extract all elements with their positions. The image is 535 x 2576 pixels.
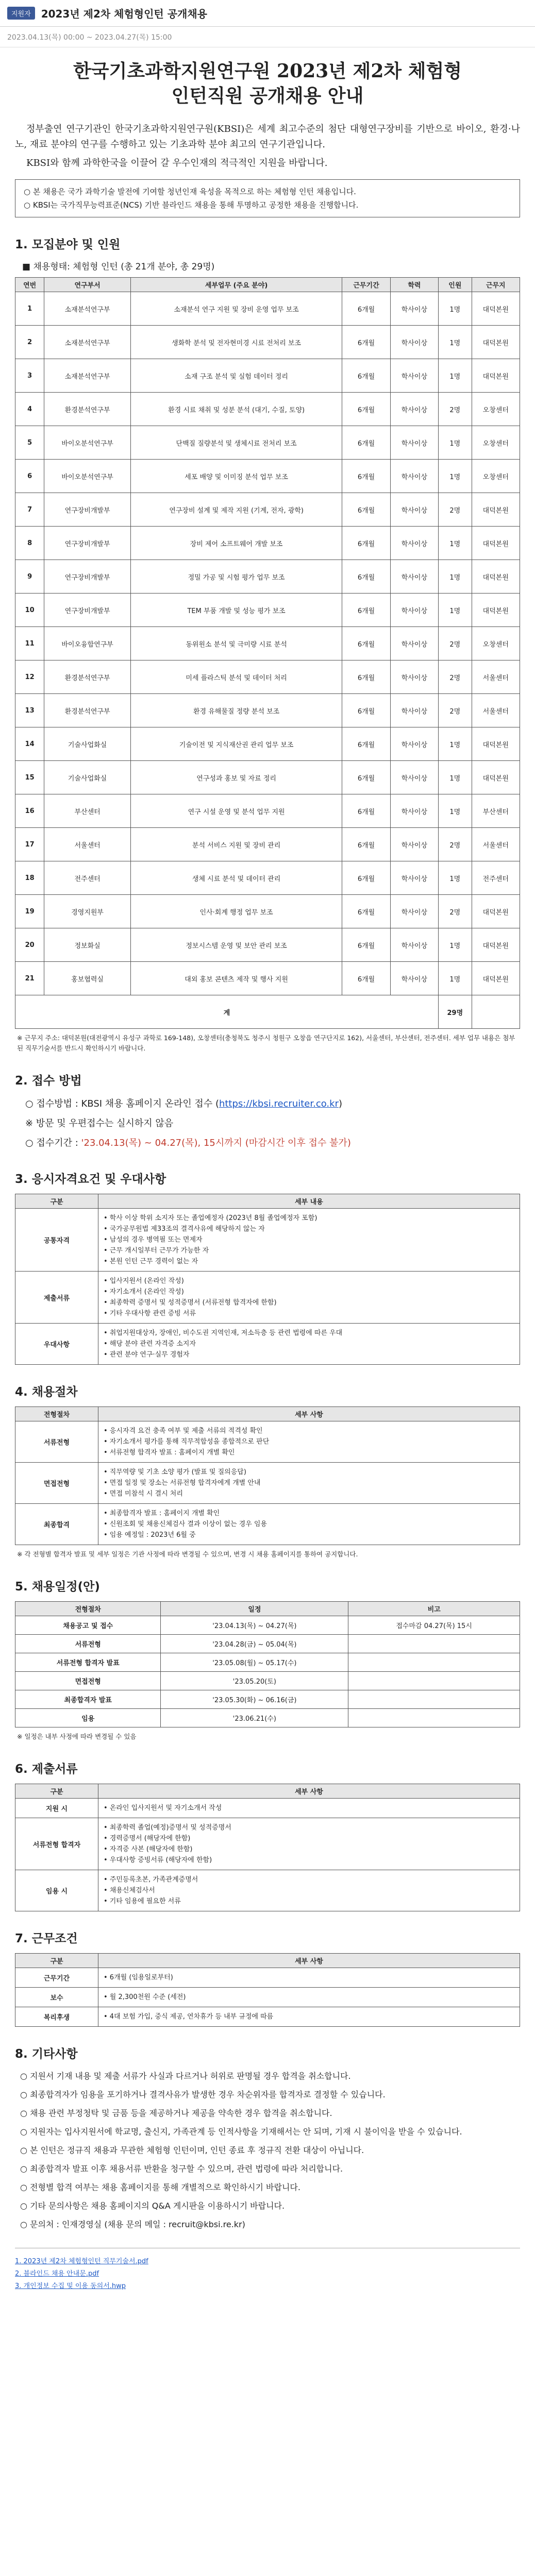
table-cell: 6개월	[342, 794, 390, 828]
table-cell: • 온라인 입사지원서 및 자기소개서 작성	[98, 1799, 520, 1818]
table-row	[15, 460, 520, 493]
table-cell: 6개월	[342, 895, 390, 928]
table-cell: 학사이상	[390, 393, 438, 426]
column-header: 세부업무 (주요 분야)	[130, 278, 342, 292]
table-cell: '23.06.21(수)	[161, 1709, 348, 1727]
table-cell: 연구장비개발부	[44, 527, 131, 560]
table-cell: 경영지원부	[44, 895, 131, 928]
table-cell: 오창센터	[472, 393, 520, 426]
table-cell: • 입사지원서 (온라인 작성) • 자기소개서 (온라인 작성) • 최종학력 증명서 및 성적증명서 (서류전형 합격자에 한함) • 기타 우대사항 관련 증빙 서류	[98, 1272, 520, 1324]
table-cell: 1명	[439, 928, 472, 962]
table-cell: 8	[15, 527, 44, 560]
table-cell: 19	[15, 895, 44, 928]
table-cell: 학사이상	[390, 962, 438, 995]
table-cell: 6개월	[342, 493, 390, 527]
table-cell: 우대사항	[15, 1324, 98, 1365]
table-cell: '23.04.28(금) ~ 05.04(목)	[161, 1635, 348, 1653]
table-cell: 환경 시료 채취 및 성분 분석 (대기, 수질, 토양)	[130, 393, 342, 426]
table-cell: 대덕본원	[472, 895, 520, 928]
table-cell: 정보시스템 운영 및 보안 관리 보조	[130, 928, 342, 962]
table-cell	[348, 1672, 520, 1690]
table-cell: 보수	[15, 1988, 98, 2007]
table-cell: 6개월	[342, 560, 390, 594]
table-cell: TEM 부품 개발 및 성능 평가 보조	[130, 594, 342, 627]
table-cell: 연구장비 설계 및 제작 지원 (기계, 전자, 광학)	[130, 493, 342, 527]
table-cell: 2명	[439, 393, 472, 426]
table-cell: 전주센터	[44, 861, 131, 895]
table-cell: 학사이상	[390, 560, 438, 594]
table-cell: 학사이상	[390, 326, 438, 359]
etc-item: ○ 전형별 합격 여부는 채용 홈페이지를 통해 개별적으로 확인하시기 바랍니다.	[20, 2182, 300, 2192]
table-cell: 1	[15, 292, 44, 326]
table-cell: 1명	[439, 794, 472, 828]
table-cell: 대덕본원	[472, 560, 520, 594]
etc-item: ○ 지원자는 입사지원서에 학교명, 출신지, 가족관계 등 인적사항을 기재해서는 안 되며, 기재 시 불이익을 받을 수 있습니다.	[20, 2127, 462, 2137]
table-cell: • 취업지원대상자, 장애인, 비수도권 지역인재, 저소득층 등 관련 법령에 따른 우대 • 해당 분야 관련 자격증 소지자 • 관련 분야 연구·실무 경험자	[98, 1324, 520, 1365]
postings-note: ※ 근무지 주소: 대덕본원(대전광역시 유성구 과학로 169-148), 오창센터(충청북도 청주시 청원구 오창읍 연구단지로 162), 서울센터, 부산센터, 전주센터. 세부 업무 내용은 첨부된 직무기술서를 반드시 확인하시기 바랍니다.	[17, 1034, 515, 1052]
announcement-body	[15, 59, 520, 2313]
document-title: 2023년 제2차 체험형인턴 공개채용	[41, 8, 207, 20]
table-cell: 1명	[439, 292, 472, 326]
table-cell: 환경분석연구부	[44, 660, 131, 694]
table-row	[15, 1672, 520, 1690]
column-header: 일정	[161, 1602, 348, 1616]
table-cell: 정보화실	[44, 928, 131, 962]
table-cell: 생화학 분석 및 전자현미경 시료 전처리 보조	[130, 326, 342, 359]
table-row	[15, 928, 520, 962]
column-header: 전형절차	[15, 1602, 161, 1616]
table-cell: 대덕본원	[472, 292, 520, 326]
table-cell: 6개월	[342, 393, 390, 426]
section-recruit-fields: 1. 모집분야 및 인원	[15, 238, 121, 251]
table-row	[15, 660, 520, 694]
table-cell: 서류전형 합격자	[15, 1818, 98, 1870]
table-cell: 기술사업화실	[44, 727, 131, 761]
announcement-headline: 한국기초과학지원연구원 2023년 제2차 체험형 인턴직원 공개채용 안내	[73, 60, 462, 107]
table-cell: 학사이상	[390, 928, 438, 962]
table-cell: 6개월	[342, 694, 390, 727]
etc-item: ○ 지원서 기재 내용 및 제출 서류가 사실과 다르거나 허위로 판명될 경우 합격을 취소합니다.	[20, 2071, 351, 2081]
table-cell: 기술사업화실	[44, 761, 131, 794]
table-cell: 부산센터	[44, 794, 131, 828]
total-label: 계	[15, 995, 439, 1029]
table-cell: 1명	[439, 560, 472, 594]
attachment-link[interactable]: 2. 블라인드 채용 안내문.pdf	[15, 2270, 99, 2278]
table-cell: 동위원소 분석 및 극미량 시료 분석	[130, 627, 342, 660]
table-cell: 대덕본원	[472, 493, 520, 527]
column-header: 인원	[439, 278, 472, 292]
table-row	[15, 2007, 520, 2027]
table-cell: 학사이상	[390, 627, 438, 660]
table-row	[15, 1690, 520, 1709]
table-cell: 면접전형	[15, 1672, 161, 1690]
table-cell: 6개월	[342, 861, 390, 895]
table-cell: 1명	[439, 861, 472, 895]
table-cell: 2명	[439, 828, 472, 861]
table-cell: 20	[15, 928, 44, 962]
table-cell: 대덕본원	[472, 761, 520, 794]
table-cell: 6개월	[342, 527, 390, 560]
table-cell: 14	[15, 727, 44, 761]
table-cell: 6개월	[342, 962, 390, 995]
table-row	[15, 1968, 520, 1988]
table-cell: 제출서류	[15, 1272, 98, 1324]
table-cell: 근무기간	[15, 1968, 98, 1988]
table-cell: 인사·회계 행정 업무 보조	[130, 895, 342, 928]
total-count: 29명	[439, 995, 472, 1029]
table-row	[15, 1463, 520, 1504]
table-cell: 5	[15, 426, 44, 460]
attachment-link[interactable]: 3. 개인정보 수집 및 이용 동의서.hwp	[15, 2282, 126, 2290]
table-cell: 채용공고 및 접수	[15, 1616, 161, 1635]
table-cell: 홍보협력실	[44, 962, 131, 995]
table-cell: 학사이상	[390, 660, 438, 694]
table-cell: 6개월	[342, 761, 390, 794]
table-row	[15, 393, 520, 426]
table-row	[15, 895, 520, 928]
column-header: 세부 내용	[98, 1194, 520, 1209]
contact-info: ○ 문의처 : 인재경영실 (채용 문의 메일 : recruit@kbsi.re.kr)	[20, 2219, 245, 2229]
etc-item: ○ 채용 관련 부정청탁 및 금품 등을 제공하거나 제공을 약속한 경우 합격을 취소합니다.	[20, 2108, 332, 2118]
table-cell: 대덕본원	[472, 962, 520, 995]
column-header: 근무지	[472, 278, 520, 292]
table-cell: 연구장비개발부	[44, 594, 131, 627]
etc-item: ○ 최종합격자 발표 이후 채용서류 반환을 청구할 수 있으며, 관련 법령에 따라 처리합니다.	[20, 2164, 343, 2174]
table-cell: 소재분석연구부	[44, 292, 131, 326]
section-etc: 8. 기타사항	[15, 2047, 78, 2061]
table-cell: 임용	[15, 1709, 161, 1727]
table-cell: 2명	[439, 694, 472, 727]
table-cell: 1명	[439, 727, 472, 761]
table-row	[15, 1272, 520, 1324]
table-cell	[348, 1709, 520, 1727]
application-period: ○ 접수기간 : '23.04.13(목) ~ 04.27(목), 15시까지 (마감시간 이후 접수 불가)	[25, 1138, 351, 1148]
attachment-link[interactable]: 1. 2023년 제2차 체험형인턴 직무기술서.pdf	[15, 2258, 148, 2265]
column-header: 전형절차	[15, 1407, 98, 1421]
table-cell: 서류전형	[15, 1635, 161, 1653]
introduction: 정부출연 연구기관인 한국기초과학지원연구원(KBSI)은 세계 최고수준의 첨단 대형연구장비를 기반으로 바이오, 환경·나노, 재료 분야의 연구를 수행하고 있는 기초과학 분야 최고의 연구기관입니다. KBSI와 함께 과학한국을 이끌어 갈 우수인재의 적극적인 지원을 바랍니다.	[15, 124, 520, 168]
table-cell: 학사이상	[390, 426, 438, 460]
table-cell: 3	[15, 359, 44, 393]
table-row	[15, 1653, 520, 1672]
table-cell: 서울센터	[44, 828, 131, 861]
process-table	[15, 1406, 520, 1545]
table-cell: 지원 시	[15, 1799, 98, 1818]
section-documents: 6. 제출서류	[15, 1762, 78, 1776]
schedule-note: ※ 일정은 내부 사정에 따라 변경될 수 있음	[17, 1733, 137, 1740]
table-cell: 대덕본원	[472, 359, 520, 393]
table-cell: 대덕본원	[472, 727, 520, 761]
table-row	[15, 1799, 520, 1818]
table-cell: 6개월	[342, 426, 390, 460]
column-header: 비고	[348, 1602, 520, 1616]
table-row	[15, 1504, 520, 1545]
table-cell: 공통자격	[15, 1209, 98, 1272]
application-note: ※ 방문 및 우편접수는 실시하지 않음	[25, 1118, 174, 1129]
table-cell: 임용 시	[15, 1870, 98, 1911]
table-cell: 정밀 가공 및 시험 평가 업무 보조	[130, 560, 342, 594]
table-cell: 미세 플라스틱 분석 및 데이터 처리	[130, 660, 342, 694]
table-row	[15, 1635, 520, 1653]
table-cell: '23.05.08(월) ~ 05.17(수)	[161, 1653, 348, 1672]
table-cell: 최종합격자 발표	[15, 1690, 161, 1709]
table-cell: 학사이상	[390, 594, 438, 627]
table-cell: 오창센터	[472, 460, 520, 493]
table-cell: 12	[15, 660, 44, 694]
table-cell: 18	[15, 861, 44, 895]
table-row	[15, 426, 520, 460]
table-row	[15, 1421, 520, 1463]
table-cell: 2명	[439, 660, 472, 694]
table-cell: 1명	[439, 761, 472, 794]
column-header: 세부 사항	[98, 1784, 520, 1799]
table-cell: 1명	[439, 594, 472, 627]
table-cell: 대덕본원	[472, 594, 520, 627]
table-cell: 6개월	[342, 828, 390, 861]
column-header: 연번	[15, 278, 44, 292]
table-cell: 학사이상	[390, 794, 438, 828]
table-row	[15, 1209, 520, 1272]
table-cell: 대덕본원	[472, 928, 520, 962]
table-cell: • 6개월 (임용일로부터)	[98, 1968, 520, 1988]
table-cell: 학사이상	[390, 527, 438, 560]
table-row	[15, 627, 520, 660]
table-cell: 바이오분석연구부	[44, 426, 131, 460]
table-cell: 서울센터	[472, 660, 520, 694]
table-cell: '23.05.30(화) ~ 06.16(금)	[161, 1690, 348, 1709]
attachments	[15, 2248, 520, 2293]
table-cell: 학사이상	[390, 828, 438, 861]
table-cell: 서울센터	[472, 694, 520, 727]
section-schedule: 5. 채용일정(안)	[15, 1580, 100, 1594]
table-cell: 연구장비개발부	[44, 493, 131, 527]
table-cell: 21	[15, 962, 44, 995]
column-header: 세부 사항	[98, 1407, 520, 1421]
table-cell: 환경분석연구부	[44, 393, 131, 426]
table-cell: 부산센터	[472, 794, 520, 828]
table-cell: 생체 시료 분석 및 데이터 관리	[130, 861, 342, 895]
table-cell: 바이오분석연구부	[44, 460, 131, 493]
table-cell: 1명	[439, 359, 472, 393]
table-cell: 4	[15, 393, 44, 426]
table-cell: 1명	[439, 426, 472, 460]
table-cell: 6개월	[342, 627, 390, 660]
table-cell: 학사이상	[390, 861, 438, 895]
table-cell: 바이오융합연구부	[44, 627, 131, 660]
table-row	[15, 359, 520, 393]
table-cell: 접수마감 04.27(목) 15시	[348, 1616, 520, 1635]
table-cell: 1명	[439, 460, 472, 493]
process-note: ※ 각 전형별 합격자 발표 및 세부 일정은 기관 사정에 따라 변경될 수 있으며, 변경 시 채용 홈페이지를 통하여 공지합니다.	[17, 1550, 358, 1558]
column-header: 근무기간	[342, 278, 390, 292]
table-row	[15, 1870, 520, 1911]
table-cell: 6개월	[342, 326, 390, 359]
etc-list	[15, 2069, 520, 2214]
postings-table	[15, 277, 520, 1029]
table-cell: 학사이상	[390, 694, 438, 727]
table-cell: 연구성과 홍보 및 자료 정리	[130, 761, 342, 794]
table-cell: 10	[15, 594, 44, 627]
documents-table	[15, 1784, 520, 1911]
table-row	[15, 1988, 520, 2007]
table-cell: • 학사 이상 학위 소지자 또는 졸업예정자 (2023년 8월 졸업예정자 포함) • 국가공무원법 제33조의 결격사유에 해당하지 않는 자 • 남성의 경우 병역필 또는 면제자 • 근무 개시일부터 근무가 가능한 자 • 본원 인턴 근무 경력이 없는 자	[98, 1209, 520, 1272]
table-row	[15, 794, 520, 828]
column-header: 구분	[15, 1784, 98, 1799]
table-cell	[348, 1635, 520, 1653]
column-header: 구분	[15, 1194, 98, 1209]
table-row	[15, 493, 520, 527]
table-row	[15, 727, 520, 761]
table-cell: 2명	[439, 895, 472, 928]
table-cell: 학사이상	[390, 493, 438, 527]
table-row	[15, 962, 520, 995]
section-process: 4. 채용절차	[15, 1385, 78, 1399]
table-cell: 16	[15, 794, 44, 828]
table-cell: 6개월	[342, 594, 390, 627]
table-cell: 면접전형	[15, 1463, 98, 1504]
table-cell: 6	[15, 460, 44, 493]
table-cell	[348, 1690, 520, 1709]
table-cell: 1명	[439, 962, 472, 995]
table-cell: 분석 서비스 지원 및 장비 관리	[130, 828, 342, 861]
table-cell: 학사이상	[390, 761, 438, 794]
table-cell: 2명	[439, 493, 472, 527]
table-cell: 연구 시설 운영 및 분석 업무 지원	[130, 794, 342, 828]
table-cell: 11	[15, 627, 44, 660]
notice-box: ○ 본 채용은 국가 과학기술 발전에 기여할 청년인재 육성을 목적으로 하는 체험형 인턴 채용입니다. ○ KBSI는 국가직무능력표준(NCS) 기반 블라인드 채용을 통해 투명하고 공정한 채용을 진행합니다.	[15, 179, 520, 217]
table-cell: 학사이상	[390, 359, 438, 393]
total-empty	[472, 995, 520, 1029]
table-cell	[348, 1653, 520, 1672]
table-row	[15, 1324, 520, 1365]
table-cell: 6개월	[342, 359, 390, 393]
document-header	[0, 0, 535, 27]
table-cell: 6개월	[342, 928, 390, 962]
table-row	[15, 527, 520, 560]
table-cell: 1명	[439, 527, 472, 560]
table-cell: • 직무역량 및 기초 소양 평가 (발표 및 질의응답) • 면접 일정 및 장소는 서류전형 합격자에게 개별 안내 • 면접 미참석 시 결시 처리	[98, 1463, 520, 1504]
table-cell: 서울센터	[472, 828, 520, 861]
table-cell: • 주민등록초본, 가족관계증명서 • 채용신체검사서 • 기타 임용에 필요한 서류	[98, 1870, 520, 1911]
table-cell: 오창센터	[472, 627, 520, 660]
category-badge: 지원자	[7, 7, 35, 20]
table-cell: 대덕본원	[472, 326, 520, 359]
table-cell: 대외 홍보 콘텐츠 제작 및 행사 지원	[130, 962, 342, 995]
table-row	[15, 1818, 520, 1870]
section-conditions: 7. 근무조건	[15, 1932, 78, 1945]
table-cell: 7	[15, 493, 44, 527]
table-cell: 장비 제어 소프트웨어 개발 보조	[130, 527, 342, 560]
table-row	[15, 292, 520, 326]
conditions-table	[15, 1953, 520, 2027]
table-row	[15, 326, 520, 359]
table-cell: 대덕본원	[472, 527, 520, 560]
etc-item: ○ 최종합격자가 임용을 포기하거나 결격사유가 발생한 경우 차순위자를 합격자로 결정할 수 있습니다.	[20, 2090, 386, 2099]
column-header: 학력	[390, 278, 438, 292]
table-cell: 2	[15, 326, 44, 359]
table-cell: 소재분석연구부	[44, 359, 131, 393]
table-cell: 연구장비개발부	[44, 560, 131, 594]
table-cell: 소재 구조 분석 및 실험 데이터 정리	[130, 359, 342, 393]
table-row	[15, 1709, 520, 1727]
requirements-table	[15, 1194, 520, 1365]
table-cell: 환경분석연구부	[44, 694, 131, 727]
column-header: 연구부서	[44, 278, 131, 292]
table-row	[15, 694, 520, 727]
table-cell: 오창센터	[472, 426, 520, 460]
table-row	[15, 560, 520, 594]
table-cell: • 응시자격 요건 충족 여부 및 제출 서류의 적격성 확인 • 자기소개서 평가를 통해 직무적합성을 종합적으로 판단 • 서류전형 합격자 발표 : 홈페이지 개별 확인	[98, 1421, 520, 1463]
table-cell: 1명	[439, 326, 472, 359]
table-cell: 환경 유해물질 정량 분석 보조	[130, 694, 342, 727]
table-cell: 15	[15, 761, 44, 794]
column-header: 구분	[15, 1954, 98, 1968]
table-cell: 6개월	[342, 660, 390, 694]
table-cell: 6개월	[342, 460, 390, 493]
table-cell: 서류전형	[15, 1421, 98, 1463]
table-cell: 학사이상	[390, 460, 438, 493]
table-cell: 복리후생	[15, 2007, 98, 2027]
table-cell: 최종합격	[15, 1504, 98, 1545]
postings-total-row	[15, 995, 520, 1029]
table-cell: 6개월	[342, 727, 390, 761]
table-cell: 세포 배양 및 이미징 분석 업무 보조	[130, 460, 342, 493]
table-cell: 학사이상	[390, 727, 438, 761]
table-cell: • 4대 보험 가입, 중식 제공, 연차휴가 등 내부 규정에 따름	[98, 2007, 520, 2027]
table-row	[15, 761, 520, 794]
schedule-table	[15, 1601, 520, 1727]
application-method: ○ 접수방법 : KBSI 채용 홈페이지 온라인 접수 (https://kbsi.recruiter.co.kr)	[25, 1098, 342, 1109]
table-cell: '23.04.13(목) ~ 04.27(목)	[161, 1616, 348, 1635]
section-requirements: 3. 응시자격요건 및 우대사항	[15, 1173, 166, 1186]
etc-item: ○ 본 인턴은 정규직 채용과 무관한 체험형 인턴이며, 인턴 종료 후 정규직 전환 대상이 아닙니다.	[20, 2145, 364, 2155]
table-cell: 6개월	[342, 292, 390, 326]
table-cell: '23.05.20(토)	[161, 1672, 348, 1690]
table-cell: 소재분석연구부	[44, 326, 131, 359]
table-cell: 서류전형 합격자 발표	[15, 1653, 161, 1672]
section-application: 2. 접수 방법	[15, 1074, 82, 1088]
table-cell: 2명	[439, 627, 472, 660]
employment-type: ■ 채용형태: 체험형 인턴 (총 21개 분야, 총 29명)	[22, 262, 215, 272]
table-cell: 13	[15, 694, 44, 727]
table-cell: 기술이전 및 지식재산권 관리 업무 보조	[130, 727, 342, 761]
column-header: 세부 사항	[98, 1954, 520, 1968]
table-cell: 학사이상	[390, 895, 438, 928]
table-cell: 소재분석 연구 지원 및 장비 운영 업무 보조	[130, 292, 342, 326]
posting-period: 2023.04.13(목) 00:00 ~ 2023.04.27(목) 15:00	[0, 27, 535, 47]
table-cell: 전주센터	[472, 861, 520, 895]
recruit-site-link[interactable]: https://kbsi.recruiter.co.kr	[219, 1098, 339, 1109]
table-cell: 학사이상	[390, 292, 438, 326]
table-cell: • 최종합격자 발표 : 홈페이지 개별 확인 • 신원조회 및 채용신체검사 결과 이상이 없는 경우 임용 • 임용 예정일 : 2023년 6월 중	[98, 1504, 520, 1545]
table-cell: • 월 2,300천원 수준 (세전)	[98, 1988, 520, 2007]
table-row	[15, 594, 520, 627]
table-cell: 17	[15, 828, 44, 861]
table-row	[15, 861, 520, 895]
table-row	[15, 1616, 520, 1635]
table-cell: • 최종학력 졸업(예정)증명서 및 성적증명서 • 경력증명서 (해당자에 한함) • 자격증 사본 (해당자에 한함) • 우대사항 증빙서류 (해당자에 한함)	[98, 1818, 520, 1870]
table-cell: 9	[15, 560, 44, 594]
table-row	[15, 828, 520, 861]
etc-item: ○ 기타 문의사항은 채용 홈페이지의 Q&A 게시판을 이용하시기 바랍니다.	[20, 2201, 285, 2211]
table-cell: 단백질 질량분석 및 생체시료 전처리 보조	[130, 426, 342, 460]
